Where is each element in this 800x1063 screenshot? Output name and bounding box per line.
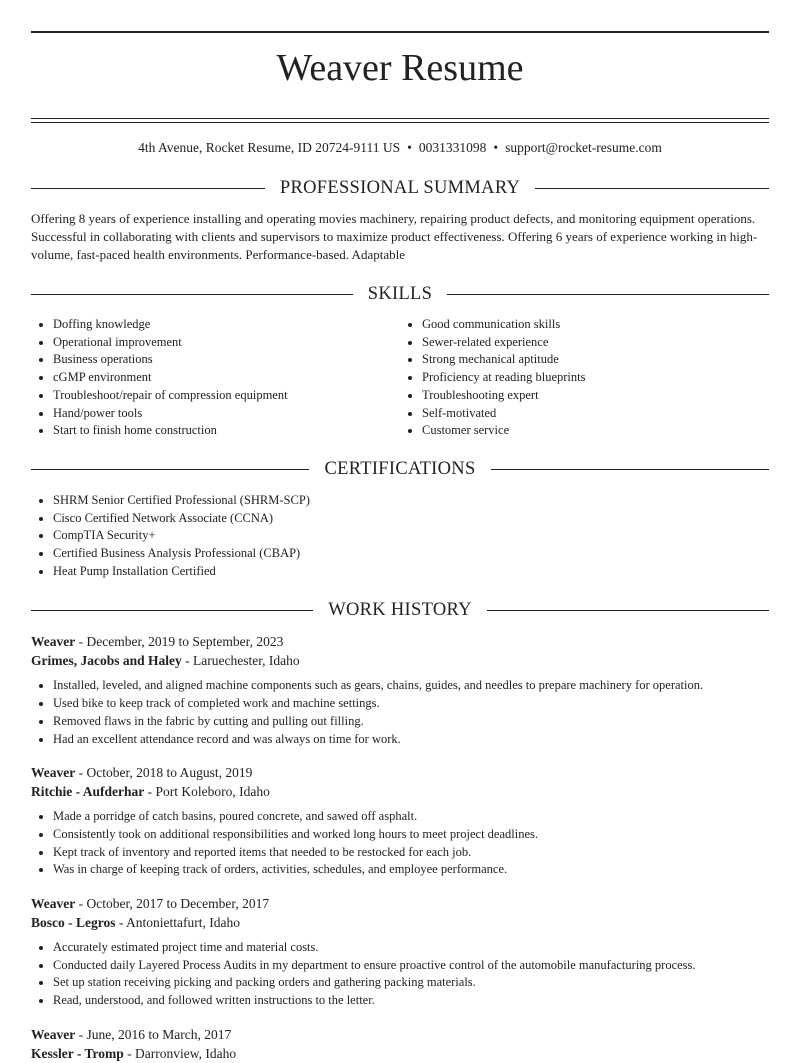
list-item: • Strong mechanical aptitude	[422, 351, 769, 369]
divider	[535, 188, 769, 189]
list-item: • Operational improvement	[53, 334, 400, 352]
list-item: • Used bike to keep track of completed work and machine settings.	[53, 695, 769, 713]
list-item: • Consistently took on additional responsibilities and worked long hours to meet project deadlines.	[53, 826, 769, 844]
list-item: • cGMP environment	[53, 369, 400, 387]
job-bullets	[31, 677, 769, 748]
job-company: Ritchie - Aufderhar	[31, 784, 145, 800]
job-dates: - December, 2019 to September, 2023	[75, 634, 284, 650]
section-header-certifications	[31, 458, 769, 482]
job-entry	[31, 763, 769, 879]
work-history-list	[31, 632, 769, 1062]
list-item: • Certified Business Analysis Professional (CBAP)	[53, 545, 769, 563]
section-title-skills: SKILLS	[367, 283, 433, 304]
contact-separator: •	[407, 140, 412, 155]
list-item: • Customer service	[422, 422, 769, 440]
job-dates: - June, 2016 to March, 2017	[75, 1026, 232, 1042]
section-header-work	[31, 598, 769, 622]
job-location: - Laruechester, Idaho	[181, 653, 300, 669]
job-company: Grimes, Jacobs and Haley	[31, 653, 182, 669]
list-item: • Troubleshooting expert	[422, 387, 769, 405]
job-company-line	[31, 1044, 769, 1063]
section-header-summary	[31, 176, 769, 200]
list-item: • SHRM Senior Certified Professional (SHRM-SCP)	[53, 492, 769, 510]
contact-phone: 0031331098	[418, 140, 487, 155]
job-title: Weaver	[31, 765, 76, 781]
contact-line	[31, 140, 769, 158]
section-title-certifications: CERTIFICATIONS	[324, 459, 476, 480]
job-title: Weaver	[31, 634, 76, 650]
job-location: - Antoniettafurt, Idaho	[115, 915, 240, 931]
list-item: • Proficiency at reading blueprints	[422, 369, 769, 387]
list-item: • Installed, leveled, and aligned machine components such as gears, chains, guides, and needles to prepare machinery for operation.	[53, 677, 769, 695]
resume-name: Weaver Resume	[276, 47, 524, 89]
double-rule	[31, 118, 769, 123]
list-item: • Doffing knowledge	[53, 316, 400, 334]
list-item: • Good communication skills	[422, 316, 769, 334]
job-entry	[31, 1025, 769, 1063]
list-item: • Kept track of inventory and reported items that needed to be restocked for each job.	[53, 844, 769, 862]
list-item: • Made a porridge of catch basins, poured concrete, and sawed off asphalt.	[53, 808, 769, 826]
divider	[31, 188, 265, 189]
list-item: • Had an excellent attendance record and was always on time for work.	[53, 731, 769, 749]
divider	[31, 294, 353, 295]
summary-text: Offering 8 years of experience installing and operating movies machinery, repairing product defects, and monitoring equipment operations. Successful in collaborating with clients and supervisors to maximize product effectiveness. Offering 6 years of experience working in high-volume, fast-paced health environments. Performance-based. Adaptable	[31, 211, 758, 262]
list-item: • Start to finish home construction	[53, 422, 400, 440]
list-item: • Read, understood, and followed written instructions to the letter.	[53, 992, 769, 1010]
divider	[491, 469, 769, 470]
list-item: • Business operations	[53, 351, 400, 369]
section-header-skills	[31, 282, 769, 306]
contact-address: 4th Avenue, Rocket Resume, ID 20724-9111 US	[138, 140, 401, 155]
divider	[31, 469, 309, 470]
contact-separator: •	[493, 140, 499, 155]
job-location: - Port Koleboro, Idaho	[144, 784, 270, 800]
divider	[447, 294, 769, 295]
job-title: Weaver	[31, 896, 76, 912]
list-item: • Heat Pump Installation Certified	[53, 563, 769, 581]
list-item: • CompTIA Security+	[53, 527, 769, 545]
job-dates: - October, 2017 to December, 2017	[75, 896, 270, 912]
list-item: • Conducted daily Layered Process Audits in my department to ensure proactive control of the automobile manufacturing process.	[53, 957, 769, 975]
list-item: • Removed flaws in the fabric by cutting and pulling out filling.	[53, 713, 769, 731]
job-bullets	[31, 939, 769, 1010]
section-title-work: WORK HISTORY	[328, 599, 472, 620]
job-bullets	[31, 808, 769, 879]
contact-email: support@rocket-resume.com	[505, 140, 662, 155]
section-title-summary: PROFESSIONAL SUMMARY	[279, 177, 521, 198]
job-location: - Darronview, Idaho	[123, 1045, 237, 1061]
list-item: • Self-motivated	[422, 405, 769, 423]
job-dates: - October, 2018 to August, 2019	[75, 765, 253, 781]
job-company-line	[31, 651, 769, 670]
skills-columns	[31, 316, 769, 440]
job-company: Bosco - Legros	[31, 915, 116, 931]
job-title-line	[31, 632, 769, 651]
list-item: • Hand/power tools	[53, 405, 400, 423]
job-company: Kessler - Tromp	[31, 1045, 124, 1061]
certifications-block	[31, 492, 769, 581]
job-title-line	[31, 1025, 769, 1044]
list-item: • Was in charge of keeping track of orders, activities, schedules, and employee performance.	[53, 861, 769, 879]
resume-page	[31, 31, 769, 1063]
list-item: • Troubleshoot/repair of compression equipment	[53, 387, 400, 405]
job-title-line	[31, 763, 769, 782]
list-item: • Accurately estimated project time and material costs.	[53, 939, 769, 957]
list-item: • Sewer-related experience	[422, 334, 769, 352]
divider	[31, 610, 313, 611]
certifications-list	[31, 492, 769, 581]
divider	[487, 610, 769, 611]
job-company-line	[31, 913, 769, 932]
job-company-line	[31, 782, 769, 801]
job-entry	[31, 894, 769, 1010]
skills-list-left	[31, 316, 400, 440]
job-title: Weaver	[31, 1026, 76, 1042]
job-title-line	[31, 894, 769, 913]
job-entry	[31, 632, 769, 748]
skills-list-right	[400, 316, 769, 440]
list-item: • Cisco Certified Network Associate (CCNA)	[53, 510, 769, 528]
list-item: • Set up station receiving picking and packing orders and gathering packing materials.	[53, 974, 769, 992]
